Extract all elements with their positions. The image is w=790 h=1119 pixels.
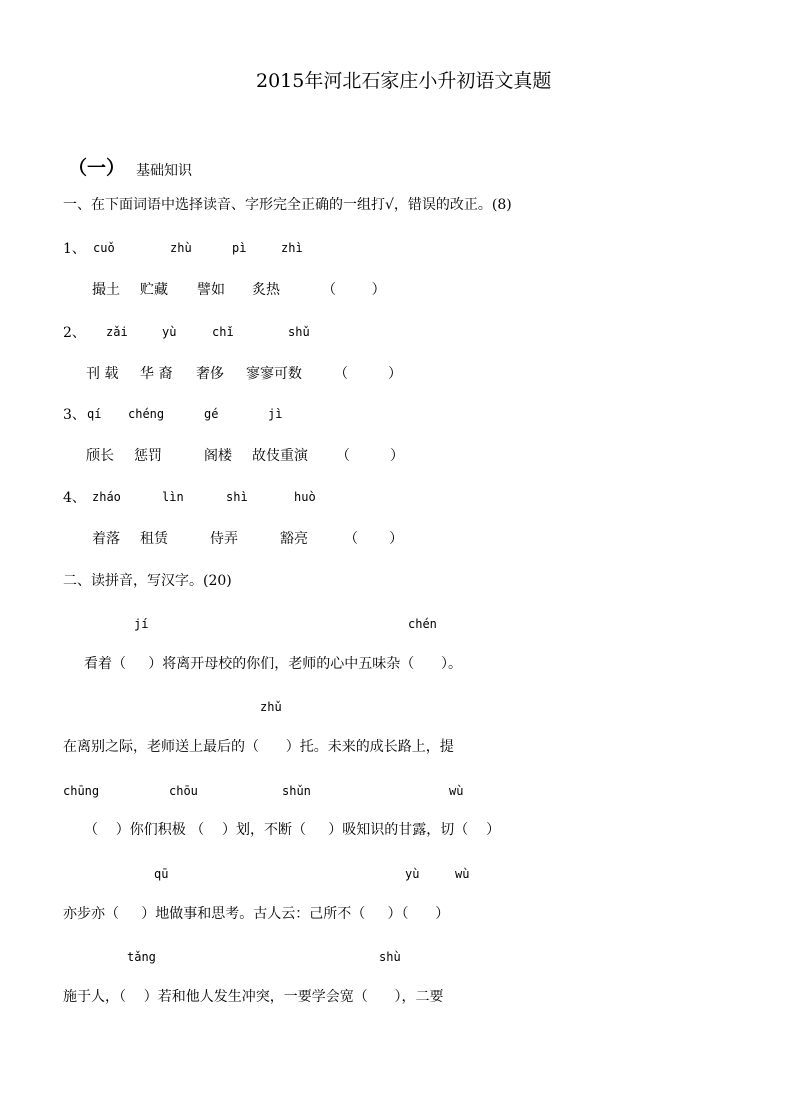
word: 贮藏 <box>140 282 168 298</box>
pinyin: chǐ <box>212 325 234 339</box>
pinyin: jí <box>134 617 149 631</box>
pinyin: shì <box>226 490 248 504</box>
pinyin: qí <box>87 407 102 421</box>
word: 阁楼 <box>204 448 232 464</box>
pinyin: cuǒ <box>93 241 115 255</box>
item-number: 4、 <box>63 490 86 506</box>
word: 惩罚 <box>134 448 162 464</box>
word: 故伎重演 <box>252 448 308 464</box>
pinyin: shù <box>379 950 401 964</box>
word: 着落 <box>92 531 120 547</box>
pinyin: zhì <box>281 241 303 255</box>
answer-blank: （ ） <box>334 366 403 382</box>
word: 刊 载 <box>86 366 119 382</box>
sentence: 看着（ ）将离开母校的你们，老师的心中五味杂（ ）。 <box>84 656 462 672</box>
pinyin: qū <box>154 867 169 881</box>
pinyin: gé <box>204 407 219 421</box>
pinyin: zháo <box>92 490 121 504</box>
section-label: 基础知识 <box>136 163 192 179</box>
document-title: 2015年河北石家庄小升初语文真题 <box>256 70 552 92</box>
pinyin: pì <box>232 241 247 255</box>
answer-blank: （ ） <box>322 282 386 298</box>
question-2-prompt: 二、读拼音，写汉字。(20) <box>63 573 232 589</box>
word: 奢侈 <box>196 366 224 382</box>
pinyin: wù <box>449 784 464 798</box>
word: 寥寥可数 <box>246 366 302 382</box>
sentence: （ ）你们积极 （ ）划，不断（ ）吸知识的甘露，切（ ） <box>84 822 501 838</box>
item-number: 3、 <box>63 407 86 423</box>
pinyin: shǔ <box>288 325 310 339</box>
item-number: 2、 <box>63 325 86 341</box>
pinyin: chōu <box>169 784 198 798</box>
word: 华 裔 <box>140 366 173 382</box>
word: 租赁 <box>140 531 168 547</box>
pinyin: huò <box>294 490 316 504</box>
word: 撮土 <box>92 282 120 298</box>
pinyin: jì <box>268 407 283 421</box>
item-number: 1、 <box>63 241 86 257</box>
sentence: 在离别之际，老师送上最后的（ ）托。未来的成长路上，提 <box>63 739 454 755</box>
sentence: 施于人，（ ）若和他人发生冲突，一要学会宽（ ），二要 <box>63 989 444 1005</box>
section-number: （一） <box>68 157 126 179</box>
pinyin: wù <box>455 867 470 881</box>
pinyin: zǎi <box>106 325 128 339</box>
word: 侍弄 <box>210 531 238 547</box>
pinyin: yù <box>162 325 177 339</box>
word: 豁亮 <box>280 531 308 547</box>
word: 颀长 <box>86 448 114 464</box>
pinyin: chéng <box>128 407 165 421</box>
pinyin: yù <box>405 867 420 881</box>
answer-blank: （ ） <box>336 448 405 464</box>
question-1-prompt: 一、在下面词语中选择读音、字形完全正确的一组打√，错误的改正。(8) <box>63 197 512 213</box>
pinyin: zhǔ <box>260 700 282 714</box>
pinyin: zhù <box>170 241 192 255</box>
word: 譬如 <box>197 282 225 298</box>
pinyin: chūng <box>63 784 100 798</box>
pinyin: shǔn <box>282 784 311 798</box>
answer-blank: （ ） <box>344 531 404 547</box>
word: 炙热 <box>252 282 280 298</box>
pinyin: tǎng <box>127 950 156 964</box>
pinyin: lìn <box>162 490 184 504</box>
sentence: 亦步亦（ ）地做事和思考。古人云：己所不（ ）（ ） <box>63 906 450 922</box>
pinyin: chén <box>408 617 437 631</box>
